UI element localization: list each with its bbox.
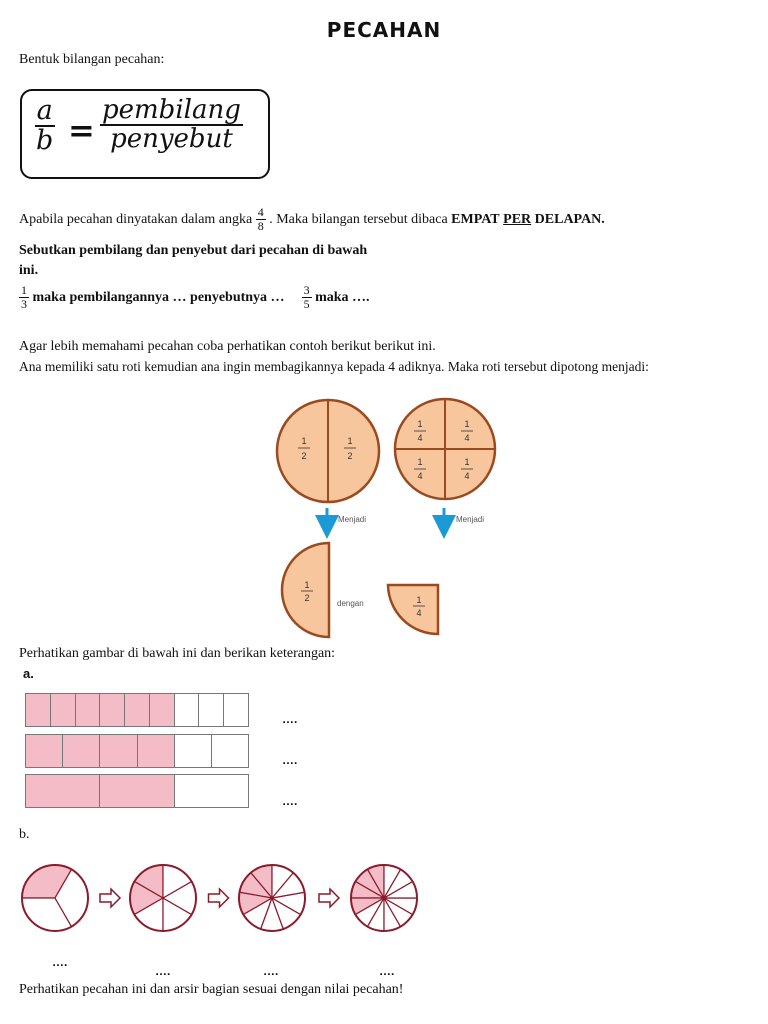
task1-f1-num: 1 xyxy=(21,283,27,298)
example-frac-num: 4 xyxy=(257,205,264,220)
quarter-label-num: 1 xyxy=(464,419,470,429)
right-arrow-icon xyxy=(209,889,229,907)
menjadi-label-left: Menjadi xyxy=(338,515,367,524)
fraction-circle xyxy=(22,865,88,931)
task2-instruction: Perhatikan gambar di bawah ini dan berikan keterangan: xyxy=(19,646,336,661)
bar-cell-shaded xyxy=(100,694,125,726)
circle-answer: …. xyxy=(52,955,68,969)
circle-fractions xyxy=(0,855,768,945)
bar-cell-shaded xyxy=(63,735,100,767)
bar-cell-shaded xyxy=(100,775,174,807)
read-word-1: EMPAT xyxy=(451,212,500,227)
fraction-bar xyxy=(25,774,249,808)
bar-cell-shaded xyxy=(26,694,51,726)
bar-cell-shaded xyxy=(150,694,175,726)
quarter-label-den: 4 xyxy=(417,433,423,443)
word-fraction xyxy=(100,97,243,154)
fraction-bar xyxy=(25,734,249,768)
footer-instruction: Perhatikan pecahan ini dan arsir bagian sesuai dengan nilai pecahan! xyxy=(19,982,404,997)
quarter-label-num: 1 xyxy=(464,457,470,467)
half-label-den: 2 xyxy=(347,451,353,461)
bar-answer: …. xyxy=(282,712,298,726)
right-arrow-icon xyxy=(319,889,339,907)
example-frac-den: 8 xyxy=(257,219,264,234)
half-piece-num: 1 xyxy=(304,580,310,590)
bar-cell-shaded xyxy=(125,694,150,726)
bar-cell-empty xyxy=(224,694,248,726)
task1-f2-text: maka …. xyxy=(315,290,370,305)
equals-sign: = xyxy=(68,111,95,149)
numerator-word: pembilang xyxy=(102,95,241,125)
half-bread-piece xyxy=(282,543,329,637)
intro-text: Bentuk bilangan pecahan: xyxy=(19,52,165,67)
task1-f1-text: maka pembilangannya … penyebutnya … xyxy=(32,290,285,305)
half-piece-den: 2 xyxy=(304,593,310,603)
denominator-symbol: b xyxy=(36,125,54,157)
bar-cell-empty xyxy=(175,775,248,807)
label-b: b. xyxy=(19,827,30,842)
circle-answer: …. xyxy=(263,964,279,978)
bar-cell-shaded xyxy=(26,735,63,767)
bar-cell-shaded xyxy=(26,775,100,807)
bread-quarters-circle xyxy=(395,399,495,499)
read-word-2: PER xyxy=(503,212,532,227)
quarter-label-num: 1 xyxy=(417,457,423,467)
task1-f1-den: 3 xyxy=(21,297,27,312)
quarter-label-den: 4 xyxy=(464,433,470,443)
bar-answer: …. xyxy=(282,794,298,808)
fraction-bar xyxy=(25,693,249,727)
denominator-word: penyebut xyxy=(110,124,233,155)
read-word-3: DELAPAN. xyxy=(534,212,605,227)
explain-line2: Ana memiliki satu roti kemudian ana ingin membagikannya kepada 4 adiknya. Maka roti tersebut dipotong menjadi: xyxy=(19,359,649,374)
circle-answer: …. xyxy=(379,964,395,978)
numerator-symbol: a xyxy=(36,95,53,126)
bar-cell-shaded xyxy=(51,694,76,726)
page-title: PECAHAN xyxy=(326,18,442,42)
bar-cell-shaded xyxy=(138,735,175,767)
task1-line2: ini. xyxy=(19,263,39,278)
bar-cell-shaded xyxy=(76,694,101,726)
task1-f2-den: 5 xyxy=(303,297,310,312)
quarter-label-num: 1 xyxy=(417,419,423,429)
bar-cell-empty xyxy=(212,735,248,767)
half-label-num: 1 xyxy=(347,436,353,446)
task1-f2-num: 3 xyxy=(303,283,310,298)
circle-answer: …. xyxy=(155,964,171,978)
fraction-circle xyxy=(130,865,196,931)
right-arrow-icon xyxy=(100,889,120,907)
bar-cell-empty xyxy=(175,694,200,726)
quarter-bread-piece xyxy=(388,585,438,634)
label-a: a. xyxy=(23,666,34,681)
dengan-label: dengan xyxy=(337,599,364,608)
letter-fraction xyxy=(34,97,55,156)
fraction-circle xyxy=(351,865,417,931)
formula-box xyxy=(20,89,270,179)
bar-cell-shaded xyxy=(100,735,137,767)
example-middle: . Maka bilangan tersebut dibaca xyxy=(269,212,448,227)
half-label-num: 1 xyxy=(301,436,307,446)
bar-cell-empty xyxy=(175,735,212,767)
bar-answer: …. xyxy=(282,753,298,767)
menjadi-label-right: Menjadi xyxy=(456,515,485,524)
bread-halves-circle xyxy=(277,400,379,502)
task1-line1: Sebutkan pembilang dan penyebut dari pecahan di bawah xyxy=(19,243,368,258)
example-sentence xyxy=(19,202,605,238)
bar-cell-empty xyxy=(199,694,224,726)
explain-line1: Agar lebih memahami pecahan coba perhatikan contoh berikut berikut ini. xyxy=(19,339,436,354)
example-before: Apabila pecahan dinyatakan dalam angka xyxy=(19,212,253,227)
task1-fractions xyxy=(19,280,370,316)
quarter-piece-num: 1 xyxy=(416,595,422,605)
fraction-circle xyxy=(239,865,305,931)
bread-illustration xyxy=(0,390,768,650)
quarter-label-den: 4 xyxy=(417,471,423,481)
quarter-piece-den: 4 xyxy=(416,608,422,618)
quarter-label-den: 4 xyxy=(464,471,470,481)
half-label-den: 2 xyxy=(301,451,307,461)
